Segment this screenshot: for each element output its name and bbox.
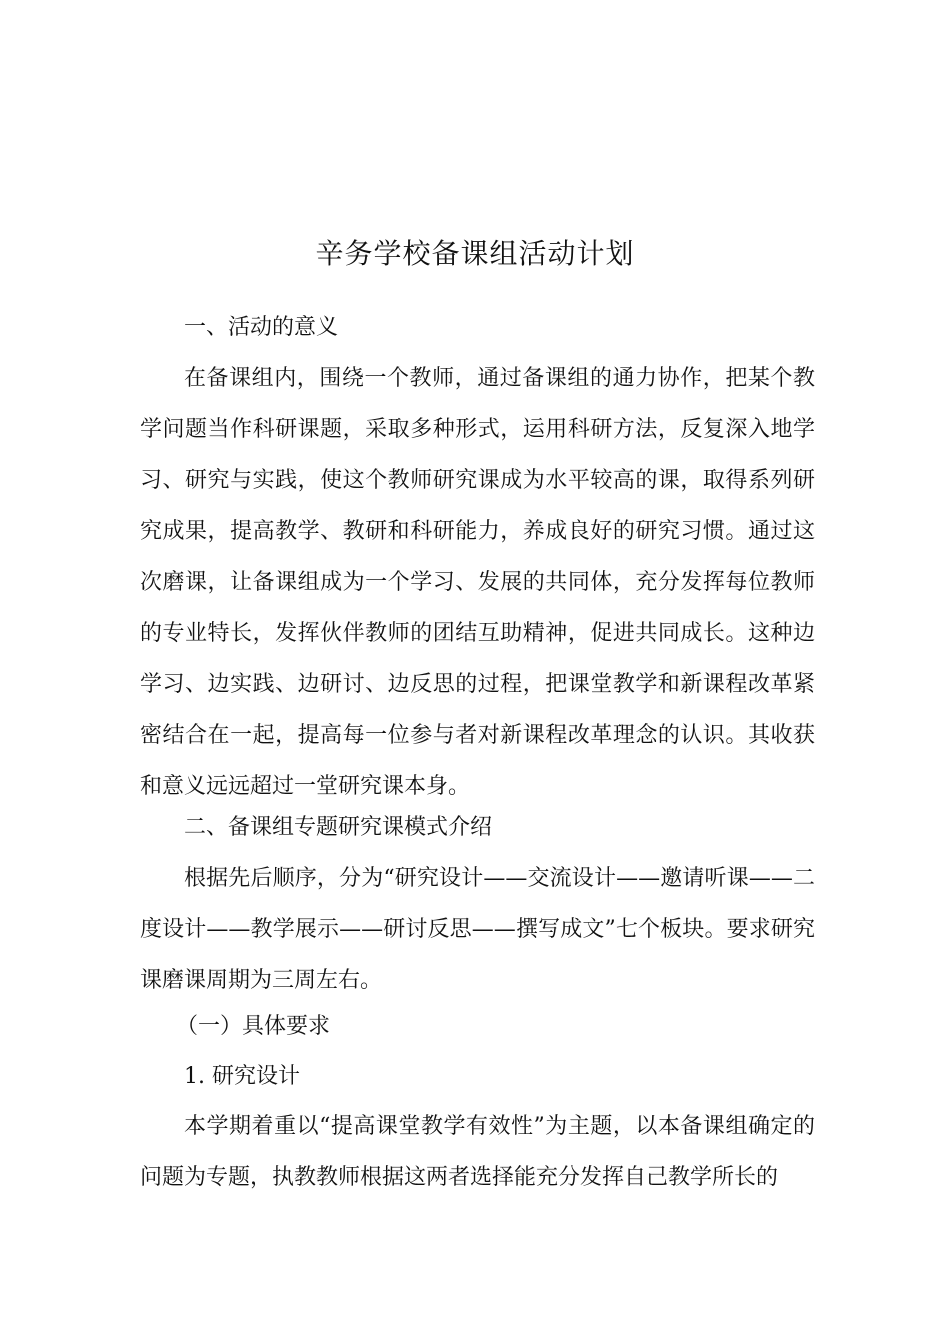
subsection-heading-requirements: （一）具体要求 <box>176 1014 331 1039</box>
section-body-significance: 在备课组内，围绕一个教师，通过备课组的通力协作，把某个教学问题当作科研课题，采取多种形式，运用科研方法，反复深入地学习、研究与实践，使这个教师研究课成为水平较高的课，取得系列研究成果，提高教学、教研和科研能力，养成良好的研究习惯。通过这次磨课，让备课组成为一个学习、发展的共同体，充分发挥每位教师的专业特长，发挥伙伴教师的团结互助精神，促进共同成长。这种边学习、边实践、边研讨、边反思的过程，把课堂教学和新课程改革紧密结合在一起，提高每一位参与者对新课程改革理念的认识。其收获和意义远远超过一堂研究课本身。 <box>140 366 815 799</box>
section-heading-model: 二、备课组专题研究课模式介绍 <box>184 815 493 840</box>
item-body-research-design: 本学期着重以“提高课堂教学有效性”为主题，以本备课组确定的问题为专题，执教教师根据这两者选择能充分发挥自己教学所长的 <box>140 1114 815 1190</box>
item-heading-research-design: 1. 研究设计 <box>184 1064 300 1089</box>
document-title: 辛务学校备课组活动计划 <box>315 237 635 270</box>
section-heading-significance: 一、活动的意义 <box>184 315 339 340</box>
section-body-model: 根据先后顺序，分为“研究设计——交流设计——邀请听课——二度设计——教学展示——研讨反思——撰写成文”七个板块。要求研究课磨课周期为三周左右。 <box>140 866 815 993</box>
